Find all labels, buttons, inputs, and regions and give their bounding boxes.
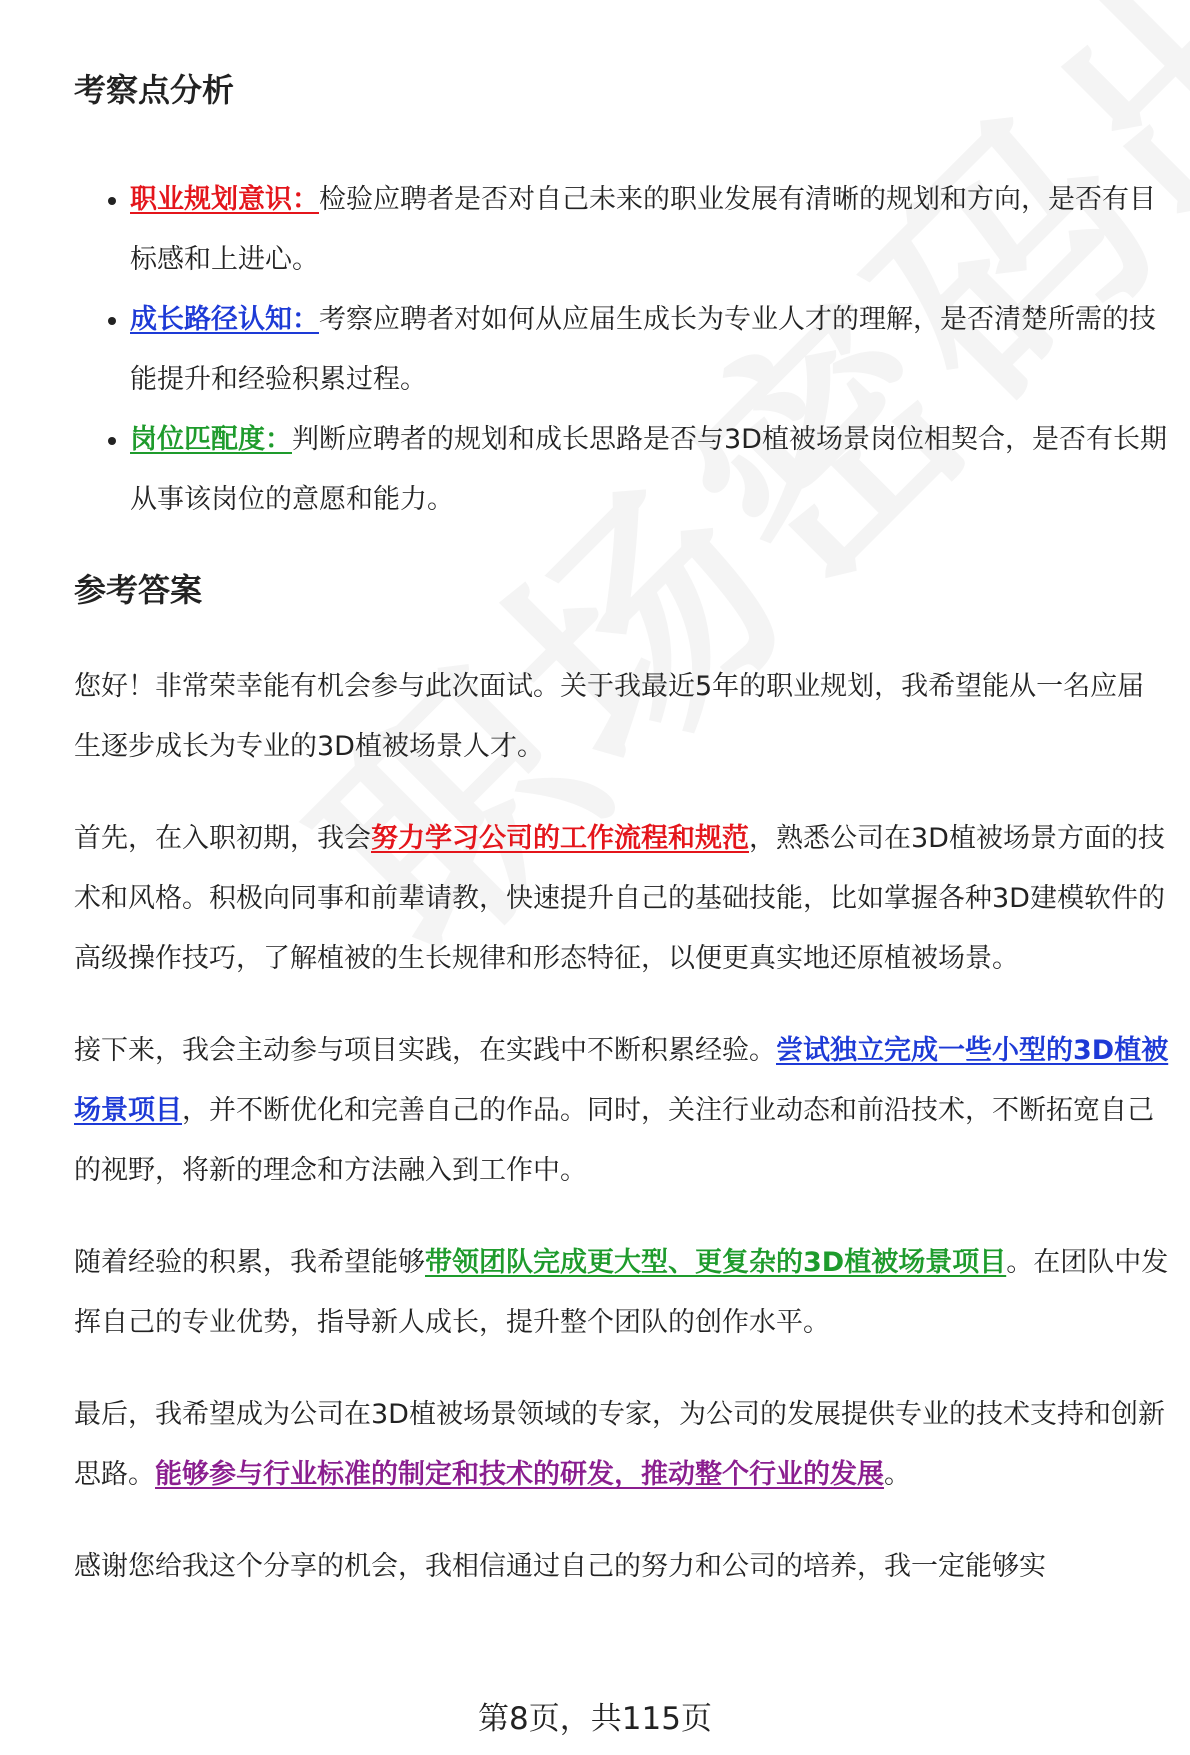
analysis-text: 考察应聘者对如何从应届生成长为专业人才的理解，是否清楚所需的技能提升和经验积累过程。	[130, 303, 1156, 395]
analysis-keyword: 职业规划意识：	[130, 183, 319, 215]
paragraph-text: 接下来，我会主动参与项目实践，在实践中不断积累经验。	[74, 1034, 776, 1066]
highlight-text: 带领团队完成更大型、更复杂的3D植被场景项目	[425, 1246, 1007, 1278]
answer-paragraph-thanks: 感谢您给我这个分享的机会，我相信通过自己的努力和公司的培养，我一定能够实	[74, 1550, 1046, 1582]
paragraph-text: 。	[884, 1458, 911, 1490]
analysis-item	[130, 170, 1169, 290]
analysis-list	[74, 170, 1169, 530]
paragraph-text: 首先，在入职初期，我会	[74, 822, 371, 854]
highlight-text: 尝试独立完成一些小型的3D植被场景项目	[74, 1034, 1169, 1126]
heading-analysis: 考察点分析	[74, 71, 235, 109]
answer-paragraph-final	[74, 1385, 1169, 1505]
analysis-keyword: 岗位匹配度：	[130, 423, 292, 455]
analysis-text: 检验应聘者是否对自己未来的职业发展有清晰的规划和方向，是否有目标感和上进心。	[130, 183, 1156, 275]
paragraph-text: 随着经验的积累，我希望能够	[74, 1246, 425, 1278]
answer-paragraph-greeting: 您好！非常荣幸能有机会参与此次面试。关于我最近5年的职业规划，我希望能从一名应届生逐步成长为专业的3D植被场景人才。	[74, 670, 1145, 762]
highlight-text: 努力学习公司的工作流程和规范	[371, 822, 749, 854]
highlight-text: 能够参与行业标准的制定和技术的研发，推动整个行业的发展	[155, 1458, 884, 1490]
paragraph-text: 最后，我希望成为公司在3D植被场景领域的专家，为公司的发展提供专业的技术支持和创新思路。	[74, 1398, 1165, 1490]
analysis-keyword: 成长路径认知：	[130, 303, 319, 335]
answer-paragraph-later	[74, 1233, 1169, 1353]
paragraph-text: 。在团队中发挥自己的专业优势，指导新人成长，提升整个团队的创作水平。	[74, 1246, 1169, 1338]
content-area	[74, 60, 1169, 1597]
analysis-text: 判断应聘者的规划和成长思路是否与3D植被场景岗位相契合，是否有长期从事该岗位的意愿和能力。	[130, 423, 1167, 515]
analysis-item	[130, 410, 1169, 530]
paragraph-text: ，熟悉公司在3D植被场景方面的技术和风格。积极向同事和前辈请教，快速提升自己的基础技能，比如掌握各种3D建模软件的高级操作技巧，了解植被的生长规律和形态特征，以便更真实地还原植被场景。	[74, 822, 1165, 974]
answer-paragraph-next	[74, 1021, 1169, 1201]
answer-paragraph-first	[74, 809, 1169, 989]
page-number: 第8页，共115页	[478, 1701, 712, 1737]
analysis-item	[130, 290, 1169, 410]
heading-answer: 参考答案	[74, 570, 203, 609]
paragraph-text: ，并不断优化和完善自己的作品。同时，关注行业动态和前沿技术，不断拓宽自己的视野，将新的理念和方法融入到工作中。	[74, 1094, 1154, 1186]
